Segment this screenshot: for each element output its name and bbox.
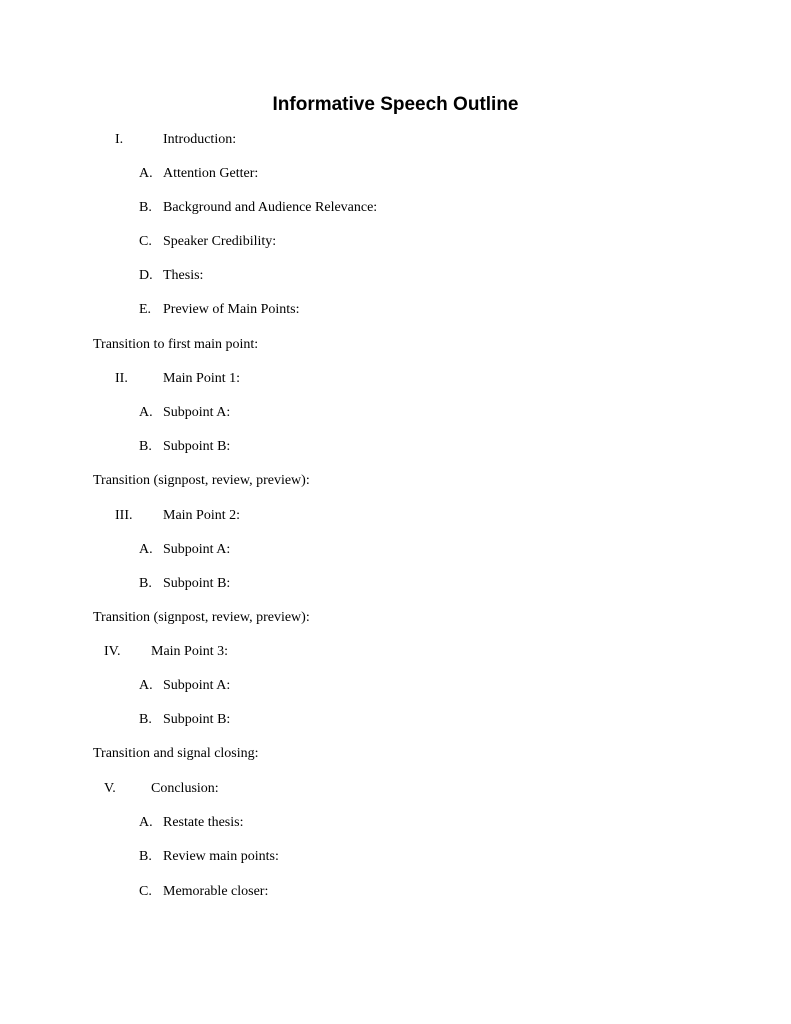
item-letter: C. <box>139 884 152 899</box>
transition-line: Transition and signal closing: <box>93 746 259 761</box>
section-label: Introduction: <box>163 132 237 147</box>
item-letter: A. <box>139 542 153 557</box>
item-letter: B. <box>139 576 152 591</box>
item-text: Subpoint A: <box>163 405 231 420</box>
roman-numeral: IV. <box>104 644 121 659</box>
item-text: Subpoint B: <box>163 576 231 591</box>
roman-numeral: V. <box>104 781 116 796</box>
item-letter: A. <box>139 678 153 693</box>
section-label: Conclusion: <box>151 781 219 796</box>
item-text: Speaker Credibility: <box>163 234 277 249</box>
item-text: Restate thesis: <box>163 815 244 830</box>
item-letter: B. <box>139 712 152 727</box>
item-text: Thesis: <box>163 268 204 283</box>
item-text: Subpoint A: <box>163 678 231 693</box>
item-letter: B. <box>139 200 152 215</box>
item-letter: E. <box>139 302 152 317</box>
item-text: Attention Getter: <box>163 166 259 181</box>
item-text: Subpoint B: <box>163 439 231 454</box>
item-text: Background and Audience Relevance: <box>163 200 378 215</box>
section-label: Main Point 1: <box>163 371 241 386</box>
item-text: Subpoint A: <box>163 542 231 557</box>
transition-line: Transition (signpost, review, preview): <box>93 473 310 488</box>
item-letter: A. <box>139 815 153 830</box>
section-label: Main Point 2: <box>163 508 241 523</box>
item-letter: B. <box>139 439 152 454</box>
item-text: Memorable closer: <box>163 884 269 899</box>
item-letter: A. <box>139 166 153 181</box>
transition-line: Transition to first main point: <box>93 337 259 352</box>
roman-numeral: II. <box>115 371 128 386</box>
item-letter: A. <box>139 405 153 420</box>
item-letter: D. <box>139 268 153 283</box>
item-text: Review main points: <box>163 849 279 864</box>
item-letter: C. <box>139 234 152 249</box>
roman-numeral: III. <box>115 508 133 523</box>
item-text: Subpoint B: <box>163 712 231 727</box>
item-letter: B. <box>139 849 152 864</box>
section-label: Main Point 3: <box>151 644 229 659</box>
item-text: Preview of Main Points: <box>163 302 300 317</box>
page-title: Informative Speech Outline <box>272 94 519 115</box>
transition-line: Transition (signpost, review, preview): <box>93 610 310 625</box>
roman-numeral: I. <box>115 132 124 147</box>
